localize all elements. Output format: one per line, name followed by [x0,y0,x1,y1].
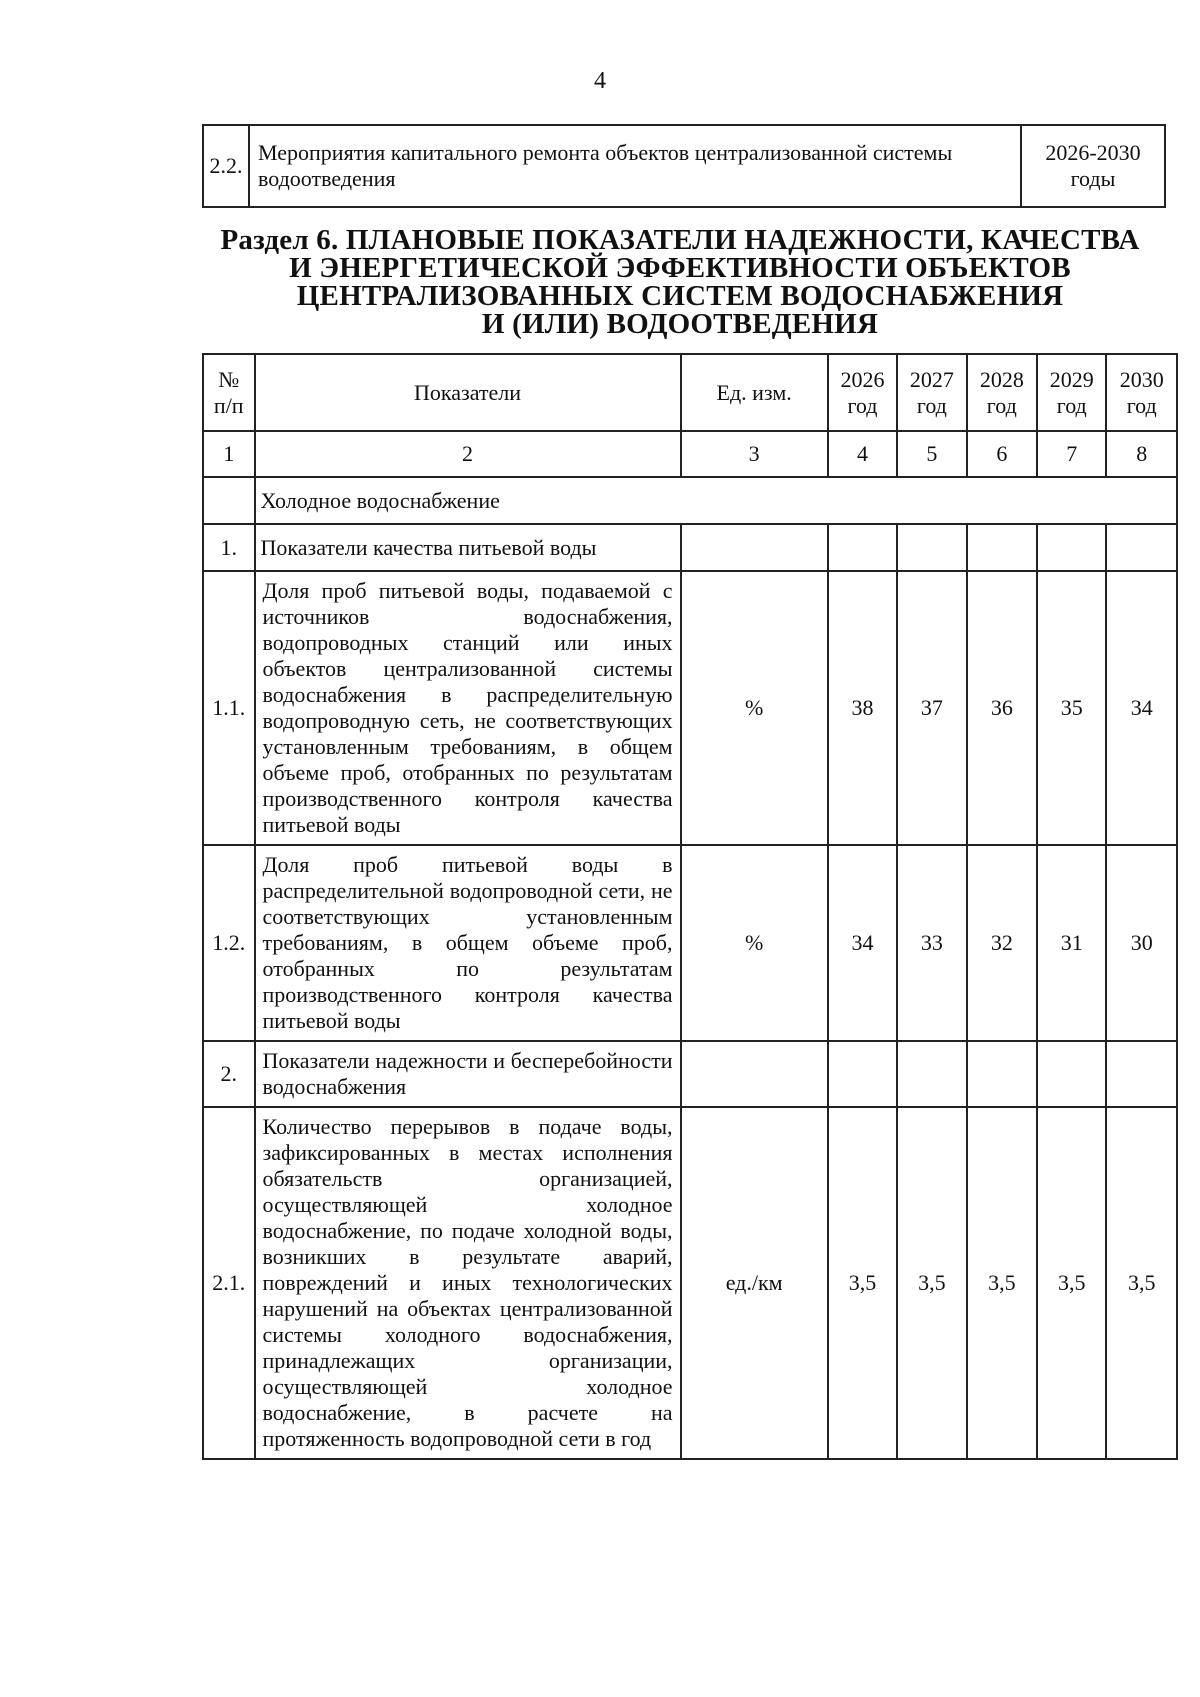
empty-cell [203,477,255,524]
value-cell: 3,5 [1037,1107,1106,1459]
heading-line: И ЭНЕРГЕТИЧЕСКОЙ ЭФФЕКТИВНОСТИ ОБЪЕКТОВ [289,252,1071,284]
row-number: 1.1. [203,571,255,845]
header-year: 2029 год [1037,354,1106,431]
header-row [203,354,1177,431]
empty-cell [897,1041,966,1107]
empty-cell [1037,1041,1106,1107]
heading-line: ЦЕНТРАЛИЗОВАННЫХ СИСТЕМ ВОДОСНАБЖЕНИЯ [296,280,1064,312]
column-number: 6 [967,431,1037,477]
value-cell: 30 [1106,845,1177,1041]
value-cell: 33 [897,845,966,1041]
header-year: 2026 год [828,354,897,431]
header-year: 2028 год [967,354,1037,431]
column-number: 3 [681,431,828,477]
column-number: 2 [255,431,681,477]
value-cell: 31 [1037,845,1106,1041]
value-cell: 32 [967,845,1037,1041]
value-cell: 36 [967,571,1037,845]
section-heading [210,226,1150,338]
table-row [203,1041,1177,1107]
empty-cell [1106,524,1177,571]
group-title: Показатели надежности и бесперебойности водоснабжения [255,1041,681,1107]
row-number: 2. [203,1041,255,1107]
row-number: 1. [203,524,255,571]
row-number: 2.2. [203,125,249,207]
empty-cell [1106,1041,1177,1107]
value-cell: 3,5 [897,1107,966,1459]
value-cell: 3,5 [967,1107,1037,1459]
empty-cell [681,1041,828,1107]
empty-cell [897,524,966,571]
table-row [203,845,1177,1041]
table-row [203,571,1177,845]
value-cell: 34 [828,845,897,1041]
header-unit: Ед. изм. [681,354,828,431]
value-cell: 38 [828,571,897,845]
table-row [203,125,1165,207]
column-number-row [203,431,1177,477]
value-cell: 34 [1106,571,1177,845]
unit-cell: ед./км [681,1107,828,1459]
empty-cell [967,1041,1037,1107]
value-cell: 37 [897,571,966,845]
activity-period: 2026-2030 годы [1021,125,1165,207]
header-year: 2027 год [897,354,966,431]
column-number: 5 [897,431,966,477]
heading-line: Раздел 6. ПЛАНОВЫЕ ПОКАЗАТЕЛИ НАДЕЖНОСТИ, КАЧЕСТВА [220,224,1140,256]
row-number: 1.2. [203,845,255,1041]
header-number: № п/п [203,354,255,431]
column-number: 4 [828,431,897,477]
table-row [203,1107,1177,1459]
value-cell: 35 [1037,571,1106,845]
empty-cell [967,524,1037,571]
header-year: 2030 год [1106,354,1177,431]
unit-cell: % [681,845,828,1041]
indicator-text: Доля проб питьевой воды в распределительной водопроводной сети, не соответствующих установленным требованиям, в общем объеме проб, отобранных по результатам производственного контроля качества питьевой воды [255,845,681,1041]
column-number: 7 [1037,431,1106,477]
heading-line: И (ИЛИ) ВОДООТВЕДЕНИЯ [481,308,879,340]
empty-cell [1037,524,1106,571]
activity-text: Мероприятия капитального ремонта объектов централизованной системы водоотведения [249,125,1021,207]
indicators-table [202,353,1178,1460]
header-indicators: Показатели [255,354,681,431]
empty-cell [828,1041,897,1107]
indicator-text: Количество перерывов в подаче воды, зафиксированных в местах исполнения обязательств организацией, осуществляющей холодное водоснабжение, по подаче холодной воды, возникших в результате аварий, повреждений и иных технологических нарушений на объектах централизованной системы холодного водоснабжения, принадлежащих организации, осуществляющей холодное водоснабжение, в расчете на протяженность водопроводной сети в год [255,1107,681,1459]
section-row [203,477,1177,524]
page-number: 4 [594,68,606,94]
value-cell: 3,5 [1106,1107,1177,1459]
column-number: 8 [1106,431,1177,477]
column-number: 1 [203,431,255,477]
group-title: Показатели качества питьевой воды [255,524,681,571]
unit-cell: % [681,571,828,845]
top-activity-table [202,124,1166,208]
indicator-text: Доля проб питьевой воды, подаваемой с источников водоснабжения, водопроводных станций или иных объектов централизованной системы водоснабжения в распределительную водопроводную сеть, не соответствующих установленным требованиям, в общем объеме проб, отобранных по результатам производственного контроля качества питьевой воды [255,571,681,845]
row-number: 2.1. [203,1107,255,1459]
table-row [203,524,1177,571]
value-cell: 3,5 [828,1107,897,1459]
section-title: Холодное водоснабжение [255,477,1177,524]
empty-cell [828,524,897,571]
empty-cell [681,524,828,571]
